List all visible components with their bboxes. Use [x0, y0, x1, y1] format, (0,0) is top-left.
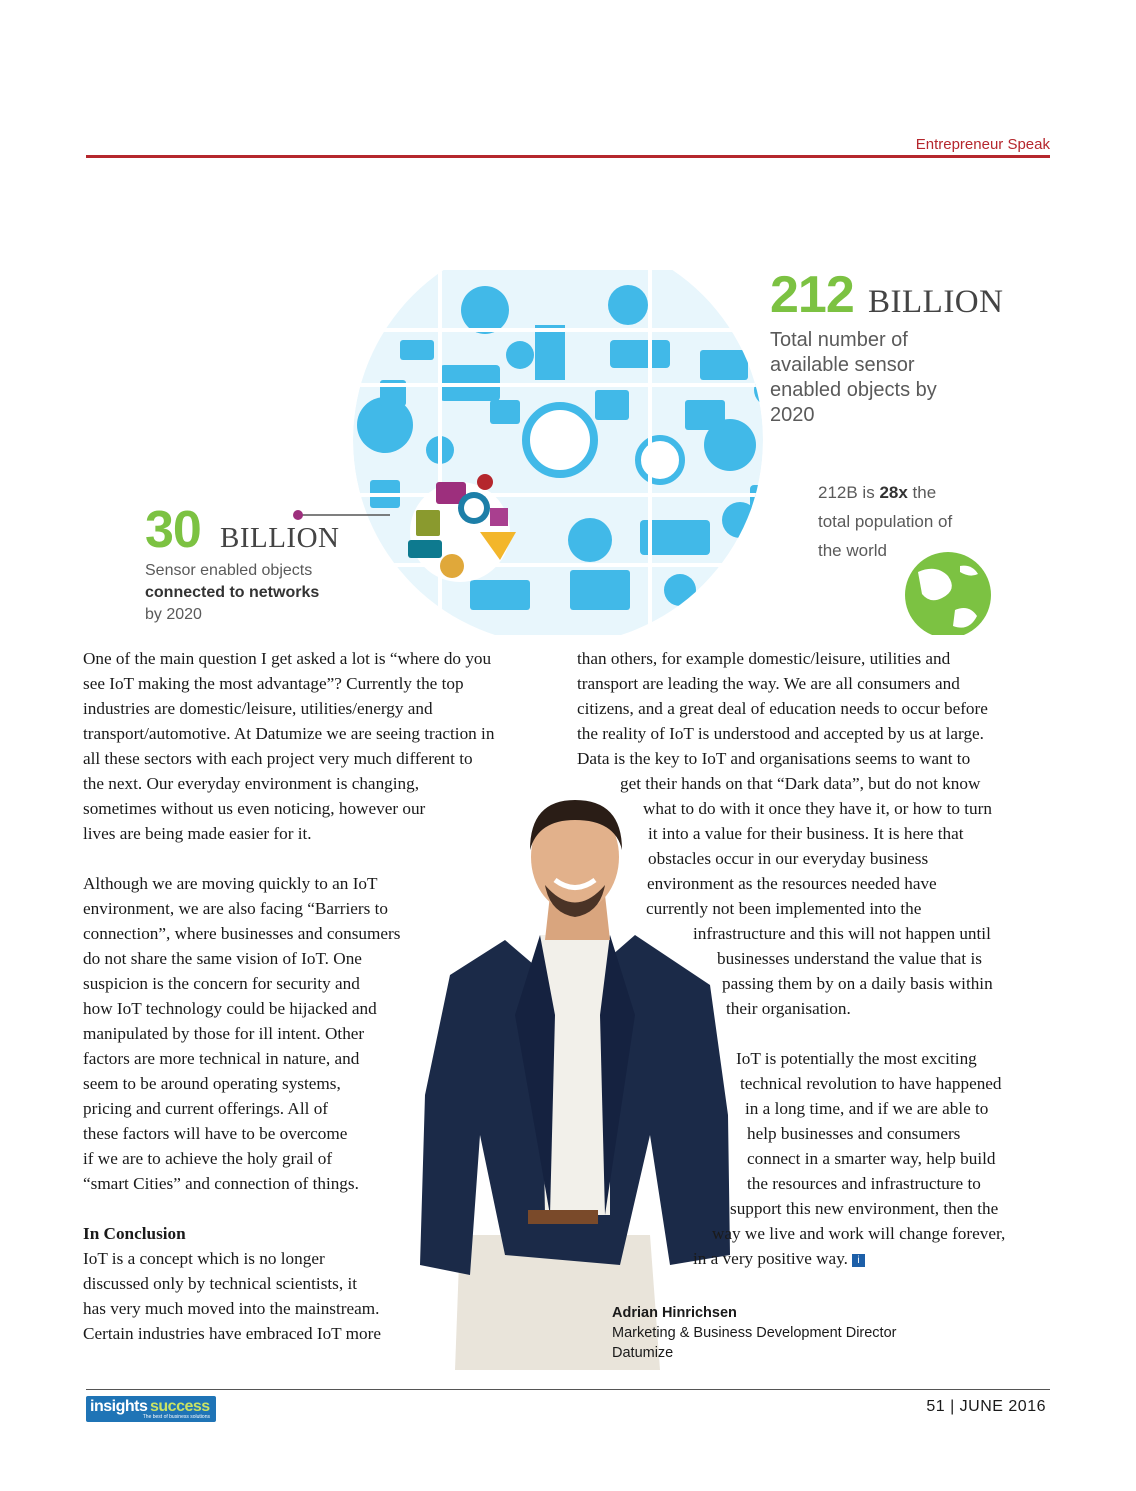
section-label: Entrepreneur Speak	[915, 136, 1050, 153]
end-of-article-icon: i	[852, 1254, 865, 1267]
author-caption	[612, 1303, 896, 1363]
author-name: Adrian Hinrichsen	[612, 1305, 737, 1321]
header-rule	[86, 155, 1050, 158]
footer-rule	[86, 1389, 1050, 1390]
stat-30-unit: BILLION	[220, 522, 340, 554]
conclusion-heading: In Conclusion	[83, 1224, 186, 1243]
stat-212-unit: BILLION	[868, 284, 1004, 320]
insights-success-logo: insights success The best of business solutions	[86, 1396, 216, 1422]
stat-212-description: Total number of available sensor enabled objects by 2020	[770, 329, 937, 426]
stat-30-description: Sensor enabled objects connected to networks by 2020	[145, 562, 320, 623]
population-comparison: 212B is 28x the total population of the world	[818, 483, 953, 560]
stat-30-number: 30	[145, 501, 201, 559]
iot-infographic	[140, 266, 1010, 635]
author-company: Datumize	[612, 1345, 674, 1361]
stat-212-number: 212	[770, 266, 854, 324]
article-left-column: One of the main question I get asked a lot is “where do you see IoT making the most advantage”? Currently the top industries are domestic/leisure, utilities/energy and transport/automotive. At Datumize we are seeing traction in all these sectors with each project very much different to the next. Our everyday environment is changing, sometimes without us even noticing, however our lives are being made easier for it. Although we are moving quickly to an IoT environment, we are also facing “Barriers to connection”, where businesses and consumers do not share the same vision of IoT. One suspicion is the concern for security and how IoT technology could be hijacked and manipulated by those for ill intent. Other factors are more technical in nature, and seem to be around operating systems, pricing and current offerings. All of these factors will have to be overcome if we are to achieve the holy grail of “smart Cities” and connection of things. In Conclusion IoT is a concept which is no longer discussed only by technical scientists, it has very much moved into the mainstream. Certain industries have embraced IoT more	[83, 649, 495, 1343]
page-number: 51 | JUNE 2016	[926, 1398, 1046, 1415]
article-right-column: than others, for example domestic/leisure, utilities and transport are leading the way. We are all consumers and citizens, and a great deal of education needs to occur before the reality of IoT is understood and accepted by us at large. Data is the key to IoT and organisations seems to want to get their hands on that “Dark data”, but do not know what to do with it once they have it, or how to turn it into a value for their business. It is here that obstacles occur in our everyday business environment as the resources needed have currently not been implemented into the infrastructure and this will not happen until businesses understand the value that is passing them by on a daily basis within their organisation. IoT is potentially the most exciting technical revolution to have happened in a long time, and if we are able to help businesses and consumers connect in a smarter way, help build the resources and infrastructure to support this new environment, then the way we live and work will change forever, in a very positive way. i	[577, 649, 1006, 1268]
author-title: Marketing & Business Development Director	[612, 1325, 897, 1341]
